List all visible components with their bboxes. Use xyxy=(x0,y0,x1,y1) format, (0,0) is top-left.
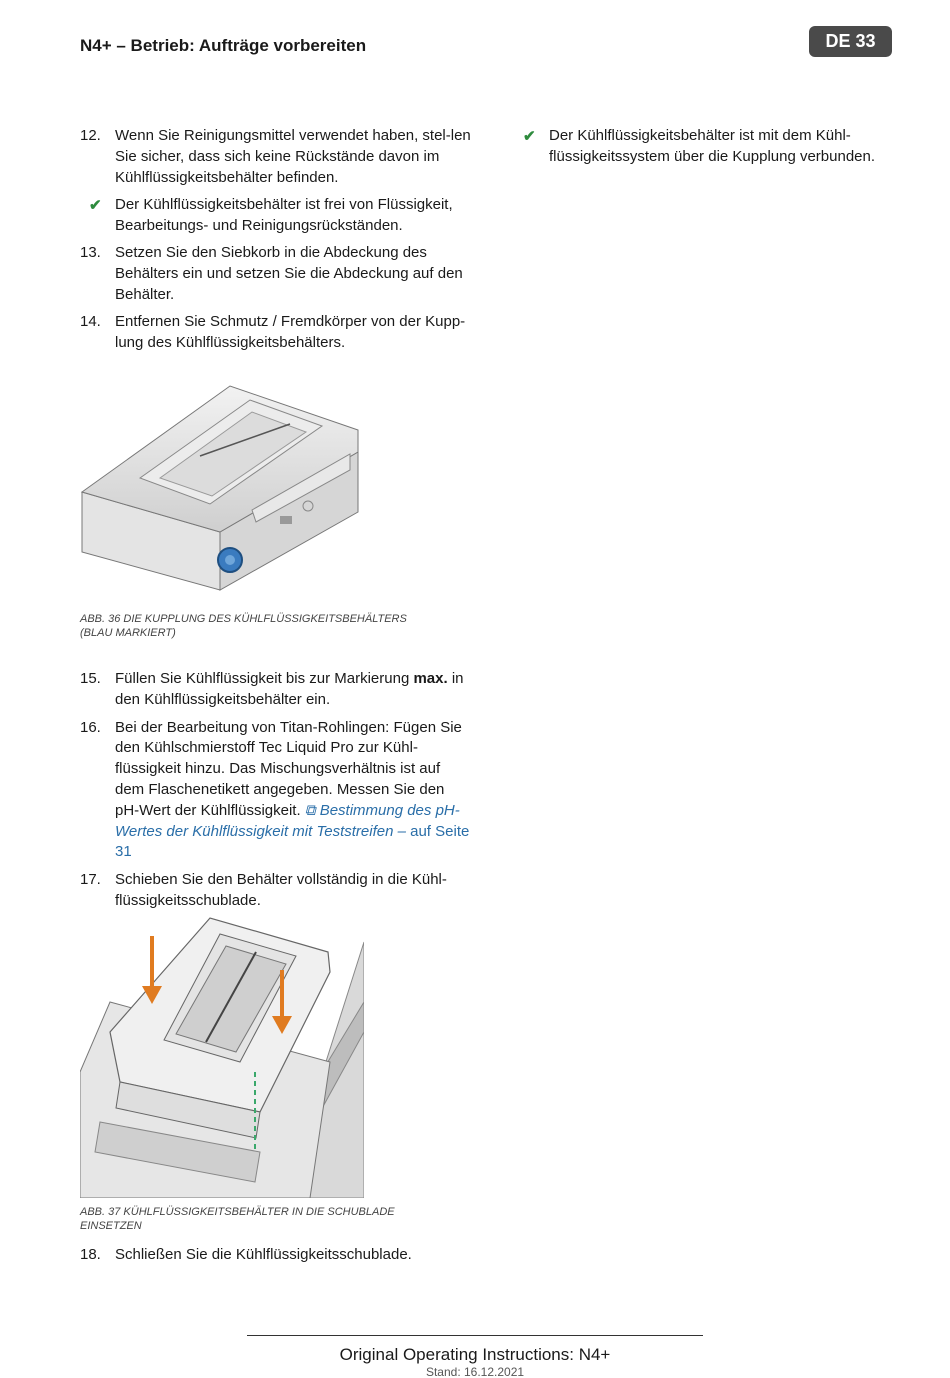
step-number: 12. xyxy=(80,127,101,144)
step-text-bold: max. xyxy=(413,670,448,687)
figure-36-caption: ABB. 36 DIE KUPPLUNG DES KÜHLFLÜSSIGKEITSBEHÄLTERS (BLAU MARKIERT) xyxy=(80,613,407,639)
external-link-icon[interactable]: ⧉ xyxy=(304,801,320,819)
step-text: Schieben Sie den Behälter vollständig in die Kühl-flüssigkeitsschublade. xyxy=(115,871,447,909)
figure-37-caption: ABB. 37 KÜHLFLÜSSIGKEITSBEHÄLTER IN DIE SCHUBLADE EINSETZEN xyxy=(80,1206,395,1232)
figure-36-coolant-tank-coupling xyxy=(80,382,362,592)
cross-reference-link[interactable]: Bestimmung des pH-Wertes der Kühlflüssigkeit mit Teststreifen – xyxy=(115,801,460,840)
left-column-top xyxy=(80,126,472,361)
step-text: Entfernen Sie Schmutz / Fremdkörper von der Kupp-lung des Kühlflüssigkeitsbehälters. xyxy=(115,313,466,352)
left-column-bottom xyxy=(80,1245,472,1273)
step-text: Schließen Sie die Kühlflüssigkeitsschublade. xyxy=(115,1246,412,1263)
step-text: Bei der Bearbeitung von Titan-Rohlingen: Fügen Sie den Kühlschmierstoff Tec Liquid Pro zur Kühl-flüssigkeit hinzu. Das Mischungsverhältnis ist auf dem Flaschenetikett angegeben. Messen Sie den pH-Wert der Kühlflüssigkeit. xyxy=(115,718,462,819)
page-header-title: N4+ – Betrieb: Aufträge vorbereiten xyxy=(80,36,367,55)
step-number: 16. xyxy=(80,718,101,736)
step-number: 17. xyxy=(80,871,101,889)
left-column-middle xyxy=(80,669,472,919)
check-icon: ✔ xyxy=(523,128,536,145)
footer-date: Stand: 16.12.2021 xyxy=(425,1365,525,1378)
right-column xyxy=(514,126,894,174)
step-18 xyxy=(80,1245,472,1266)
step-14 xyxy=(80,312,472,354)
step-12 xyxy=(80,126,472,188)
step-text-a: Füllen Sie Kühlflüssigkeit bis zur Markierung xyxy=(115,670,414,687)
step-number: 15. xyxy=(80,670,101,687)
step-text-b: in den Kühlflüssigkeitsbehälter ein. xyxy=(115,670,464,708)
result-text: Der Kühlflüssigkeitsbehälter ist mit dem Kühl-flüssigkeitssystem über die Kupplung verbunden. xyxy=(549,127,876,165)
result-12 xyxy=(80,195,472,237)
cross-reference-page[interactable]: auf Seite 31 xyxy=(115,822,470,861)
result-17 xyxy=(514,126,894,168)
step-number: 14. xyxy=(80,313,101,331)
check-icon: ✔ xyxy=(89,197,102,215)
page-number-badge: DE 33 xyxy=(809,26,892,57)
step-15 xyxy=(80,669,472,711)
step-17 xyxy=(80,870,472,912)
figure-37-insert-tank-into-drawer xyxy=(80,912,364,1198)
step-13 xyxy=(80,243,472,305)
step-text: Wenn Sie Reinigungsmittel verwendet haben, stel-len Sie sicher, dass sich keine Rückstände davon im Kühlflüssigkeitsbehälter befinden. xyxy=(115,127,471,186)
step-16 xyxy=(80,718,472,864)
step-number: 18. xyxy=(80,1246,101,1263)
step-number: 13. xyxy=(80,243,101,261)
footer-divider xyxy=(247,1335,703,1336)
footer-title: Original Operating Instructions: N4+ xyxy=(339,1345,611,1364)
result-text: Der Kühlflüssigkeitsbehälter ist frei von Flüssigkeit, Bearbeitungs- und Reinigungsrückständen. xyxy=(115,196,453,235)
step-text: Setzen Sie den Siebkorb in die Abdeckung des Behälters ein und setzen Sie die Abdeckung auf den Behälter. xyxy=(115,243,463,303)
